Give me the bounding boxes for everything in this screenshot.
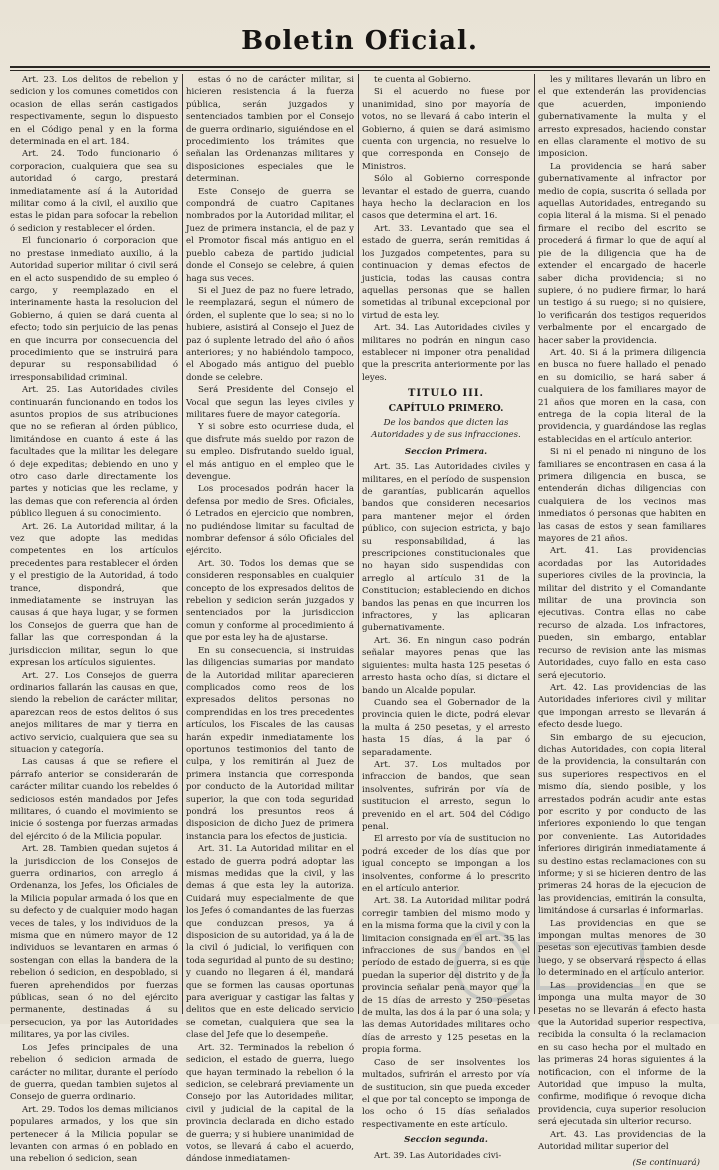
paragraph: Art. 27. Los Consejos de guerra ordinarios fallarán las causas en que, siendo la rebelion de carácter militar, aparezcan reos de estos delitos ó sus anejos militares de mar y tierra en activo servicio, cualquiera que sea su situacion y categoría. — [10, 670, 178, 755]
masthead-rule-thin — [10, 70, 710, 71]
paragraph: Art. 36. En ningun caso podrán señalar mayores penas que las siguientes: multa hasta 125 pesetas ó arresto hasta ocho días, si dictare el bando un Alcalde popular. — [362, 635, 530, 696]
paragraph: La providencia se hará saber gubernativamente al infractor por medio de copia, suscrita ó sellada por aquellas Autoridades, entregando su copia literal á la misma. Si el penado firmare el recibo del escrito se procederá á firmar lo que de aquí al pie de la diligencia que ha de extender el encargado de hacerle saber dicha providencia; si no supiere, ó no pudiere firmar, lo hará un testigo á su ruego; si no quisiere, lo verificarán dos testigos requeridos verbalmente por el encargado de hacer saber la providencia. — [538, 161, 706, 346]
masthead-rule — [10, 66, 710, 68]
paragraph: Las providencias en que se impongan multas menores de 30 pesetas son ejecutivas tambien desde luego, y se observará respecto á ellas lo determinado en el artículo anterior. — [538, 918, 706, 979]
title-heading: TITULO III. — [407, 388, 485, 400]
masthead-title: Boletin Oficial. — [241, 26, 478, 56]
paragraph: Art. 26. La Autoridad militar, á la vez que adopte las medidas competentes en los artículos precedentes para restablecer el órden y el prestigio de la Autoridad, á todo trance, dispondrá, que inmediatamente se instruyan las causas á que haya lugar, y se formen los Consejos de guerra que han de fallar las que correspondan á la jurisdiccion militar, segun lo que expresan los artículos siguientes. — [10, 521, 178, 669]
library-stamp-watermark — [450, 914, 650, 1018]
paragraph: Los procesados podrán hacer la defensa por medio de Sres. Oficiales, ó Letrados en ejercicio que nombren, no pudiéndose limitar su facultad de nombrar defensor á sólo Oficiales del ejército. — [186, 484, 354, 557]
column-divider — [182, 74, 183, 1014]
paragraph: Sólo al Gobierno corresponde levantar el estado de guerra, cuando haya hecho la declaracion en los casos que determina el art. 16. — [362, 174, 530, 222]
paragraph: En su consecuencia, si instruidas las diligencias sumarias por mandato de la Autoridad militar aparecieren complicados como reos de los expresados delitos personas no comprendidas en los tres precedentes artículos, los Fiscales de las causas harán expedir inmediatamente los oportunos testimonios del tanto de culpa, y los remitirán al Juez de primera instancia que corresponda por conducto de la Autoridad militar superior, la que con toda seguridad pondrá los presuntos reos á disposicion de dicho Juez de primera instancia para los efectos de justicia. — [186, 645, 354, 842]
paragraph: Será Presidente del Consejo el Vocal que segun las leyes civiles y militares fuere de mayor categoría. — [186, 385, 354, 420]
paragraph: El funcionario ó corporacion que no prestase inmediato auxilio, á la Autoridad superior militar ó civil será en el acto suspendido de su empleo ó cargo, y reemplazado en el interinamente hasta la resolucion del Gobierno, á quien se dará cuenta al efecto; todo sin perjuicio de las penas en que incurra por consecuencia del procedimiento que se instruirá para depurar su responsabilidad ó irresponsabilidad criminal. — [10, 236, 178, 383]
paragraph: estas ó no de carácter militar, si hicieren resistencia á la fuerza pública, serán juzgados y sentenciados tambien por el Consejo de guerra ordinario, siguiéndose en el procedimiento los trámites que señalan las Ordenanzas militares y disposiciones especiales que le determinan. — [186, 75, 354, 185]
section-heading: Seccion Primera. — [404, 446, 488, 457]
column-divider — [534, 74, 535, 1014]
paragraph: Art. 30. Todos los demas que se consideren responsables en cualquier concepto de los expresados delitos de rebelion y sedicion serán juzgados y sentenciados por la jurisdiccion comun y conforme al procedimiento á que por esta ley ha de ajustarse. — [186, 558, 354, 644]
paragraph: Si el Juez de paz no fuere letrado, le reemplazará, segun el número de órden, el suplente que lo sea; si no lo hubiere, asistirá al Consejo el Juez de paz ó suplente letrado del año ó años anteriores; y no habiéndolo tampoco, el Abogado más antiguo del pueblo donde se celebre. — [186, 285, 354, 383]
paragraph: te cuenta al Gobierno. — [374, 75, 471, 85]
chapter-heading: CAPÍTULO PRIMERO. — [388, 402, 504, 414]
paragraph: Caso de ser insolventes los multados, sufrirán el arresto por vía de sustitucion, sin que pueda exceder el que por tal concepto se imponga de los ocho ó 15 días señalados respectivamente en este artículo. — [362, 1057, 530, 1130]
paragraph: Art. 43. Las providencias de la Autoridad militar superior del — [538, 1129, 706, 1152]
paragraph: El arresto por vía de sustitucion no podrá exceder de los días que por igual concepto se impongan a los insolventes, conforme á lo prescrito en el artículo anterior. — [362, 834, 530, 894]
paragraph: Art. 34. Las Autoridades civiles y militares no podrán en ningun caso establecer ni imponer otra penalidad que la prescrita anteriormente por las leyes. — [362, 323, 530, 383]
paragraph: les y militares llevarán un libro en el que extenderán las providencias que acuerden, imponiendo gubernativamente la multa y el arresto expresados, haciendo constar en ellas claramente el motivo de su imposicion. — [538, 75, 706, 160]
paragraph: Art. 25. Las Autoridades civiles continuarán funcionando en todos los asuntos propios de sus atribuciones que no se refieran al órden público, limitándose en cuanto á este á las facultades que la militar les delegare ó deje expeditas; debiendo en uno y otro caso darle directamente los partes y noticias que les reclame, y las demas que con referencia al órden público lleguen á su conocimiento. — [10, 385, 178, 520]
chapter-description: De los bandos que dicten las Autoridades y de sus infracciones. — [371, 417, 521, 441]
paragraph: Si ni el penado ni ninguno de los familiares se encontrasen en casa á la primera diligencia en busca, se entenderán dichas diligencias con cualquiera de los vecinos mas inmediatos ó personas que habiten en las casas de estos y sean familiares mayores de 21 años. — [538, 447, 706, 545]
paragraph: Art. 40. Si á la primera diligencia en busca no fuere hallado el penado en su domicilio, se hará saber á cualquiera de los familiares mayor de 21 años que moren en la casa, con entrega de la copia literal de la providencia, y guardándose las reglas establecidas en el artículo anterior. — [538, 347, 706, 445]
paragraph: Y si sobre esto ocurriese duda, el que disfrute más sueldo por razon de su empleo. Disfrutando sueldo igual, el más antiguo en el empleo que le devengue. — [186, 422, 354, 482]
paragraph: Las providencias en que se imponga una multa mayor de 30 pesetas no se llevarán á efecto hasta que la Autoridad superior respectiva, recibida la consulta ó la reclamacion en su caso hecha por el multado en las primeras 24 horas siguientes á la notificacion, con el informe de la Autoridad que impuso la multa, confirme, modifique ó revoque dicha providencia, cuya superior resolucion será ejecutada sin ulterior recurso. — [538, 980, 706, 1128]
paragraph: Art. 28. Tambien quedan sujetos á la jurisdiccion de los Consejos de guerra ordinarios, con arreglo á Ordenanza, los Jefes, los Oficiales de la Milicia popular armada ó los que en su defecto y de cualquier modo hagan veces de tales, y los individuos de la misma que en número mayor de 12 individuos se levantaren en armas ó sostengan con ellas la bandera de la rebelion ó sedicion, en despoblado, si fueren aprehendidos por fuerzas públicas, sean ó no del ejército permanente, destinadas á su persecucion, ya por las Autoridades militares, ya por las civiles. — [10, 844, 178, 1041]
paragraph: Art. 38. La Autoridad militar podrá corregir tambien del mismo modo y en la misma forma que la civil y con la limitacion consignada en el art. 35 las infracciones de sus bandos en el período de estado de guerra, si es que puedan la superior del distrito y de la provincia señalar pena mayor que la de 15 días de arresto y 250 pesetas de multa, las dos á la par ó una sola; y las demas Autoridades militares ocho días de arresto y 125 pesetas en la propia forma. — [362, 896, 530, 1056]
paragraph: Los Jefes principales de una rebelion ó sedicion armada de carácter no militar, durante el período de guerra, quedan tambien sujetos al Consejo de guerra ordinario. — [10, 1042, 178, 1103]
paragraph: Art. 41. Las providencias acordadas por las Autoridades superiores civiles de la provincia, la militar del distrito y el Comandante militar de una provincia son ejecutivas. Contra ellas no cabe recurso de alzada. Los infractores, pueden, sin embargo, entablar recurso de revision ante las mismas Autoridades, cuyo fallo en esta caso será ejecutorio. — [538, 546, 706, 681]
paragraph: Art. 29. Todos los demas milicianos populares armados, y los que sin pertenecer á la Milicia popular se levanten con armas ó en poblado en una rebelion ó sedicion, sean — [10, 1104, 178, 1165]
paragraph: Las causas á que se refiere el párrafo anterior se considerarán de carácter militar cuando los rebeldes ó sediciosos estén mandados por Jefes militares, ó cuando el movimiento se inicie ó sostenga por fuerzas armadas del ejército ó de la Milicia popular. — [10, 757, 178, 842]
paragraph: Art. 37. Los multados por infraccion de bandos, que sean insolventes, sufrirán por vía de sustitucion el arresto, segun lo prevenido en el art. 504 del Código penal. — [362, 759, 530, 832]
paragraph: Cuando sea el Gobernador de la provincia quien le dicte, podrá elevar la multa á 250 pesetas, y el arresto hasta 15 días, á la par ó separadamente. — [362, 697, 530, 758]
paragraph: Art. 42. Las providencias de las Autoridades inferiores civil y militar que impongan arresto se llevarán á efecto desde luego. — [538, 682, 706, 731]
text-column-1 — [10, 74, 178, 1165]
column-divider — [358, 74, 359, 1014]
paragraph: Este Consejo de guerra se compondrá de cuatro Capitanes nombrados por la Autoridad militar, el Juez de primera instancia, el de paz y el Promotor fiscal más antiguo en el pueblo cabeza de partido judicial donde el Consejo se celebre, á quien haga sus veces. — [186, 186, 354, 284]
text-column-2 — [186, 74, 354, 1165]
section-heading-2: Seccion segunda. — [404, 1135, 488, 1146]
text-column-4 — [538, 74, 706, 1169]
paragraph: Sin embargo de su ejecucion, dichas Autoridades, con copia literal de la providencia, la consultarán con sus superiores respectivos en el mismo día, siendo posible, y los arrestados podrán acudir ante estas por escrito y por conducto de las inferiores exponiendo lo que tengan por conveniente. Las Autoridades inferiores dirigirán inmediatamente á su destino estas reclamaciones con su informe; y si se hicieren dentro de las primeras 24 horas de la ejecucion de las providencias, emitirán la consulta, limitándose á cursarlas é informarlas. — [538, 732, 706, 917]
continuation-note: (Se continuará) — [632, 1158, 700, 1169]
paragraph: Art. 35. Las Autoridades civiles y militares, en el período de suspension de garantías, publicarán aquellos bandos que consideren necesarios para mantener mejor el órden público, con sujecion estricta, y bajo su responsabilidad, á las prescripciones constitucionales que no hayan sido suspendidas con arreglo al artículo 31 de la Constitucion; estableciendo en dichos bandos las penas en que incurren los infractores, y las aplicaran gubernativamente. — [362, 462, 530, 634]
paragraph: Art. 33. Levantado que sea el estado de guerra, serán remitidas á los Juzgados competentes, para su continuacion y demas efectos de justicia, todas las causas contra aquellas personas que se hallen sometidas al tribunal excepcional por virtud de esta ley. — [362, 223, 530, 321]
paragraph: Si el acuerdo no fuese por unanimidad, sino por mayoría de votos, no se llevará á cabo interin el Gobierno, á quien se dará asimismo cuenta con urgencia, no resuelve lo que corresponda en Consejo de Ministros. — [362, 87, 530, 172]
paragraph: Art. 39. Las Autoridades civi- — [374, 1150, 502, 1161]
paragraph: Art. 23. Los delitos de rebelion y sedicion y los comunes cometidos con ocasion de ellas serán castigados respectivamente, segun lo dispuesto en el Código penal y en la forma determinada en el art. 184. — [10, 75, 178, 148]
paragraph: Art. 32. Terminados la rebelion ó sedicion, el estado de guerra, luego que hayan terminado la rebelion ó la sedicion, se celebrará previamente un Consejo por las Autoridades militar, civil y judicial de la capital de la provincia declarada en dicho estado de guerra; y si hubiere unanimidad de votos, se llevará á cabo el acuerdo, dándose inmediatamen- — [186, 1042, 354, 1165]
paragraph: Art. 24. Todo funcionario ó corporacion, cualquiera que sea su autoridad ó cargo, prestará inmediatamente así á la Autoridad militar como á la civil, el auxilio que estas le pidan para sofocar la rebelion ó sedicion y restablecer el órden. — [10, 149, 178, 234]
paragraph: Art. 31. La Autoridad militar en el estado de guerra podrá adoptar las mismas medidas que la civil, y las demas á que esta ley la autoriza. Cuidará muy especialmente de que los Jefes ó comandantes de las fuerzas que conduzcan presos, ya á disposicion de su autoridad, ya á la de la civil ó judicial, lo verifiquen con toda seguridad al punto de su destino; y cuando no llegaren á él, mandará que se formen las causas oportunas para averiguar y castigar las faltas y delitos que en este delicado servicio se cometan, cualquiera que sea la clase del Jefe que lo desempeñe. — [186, 844, 354, 1041]
text-column-3 — [362, 74, 530, 1161]
